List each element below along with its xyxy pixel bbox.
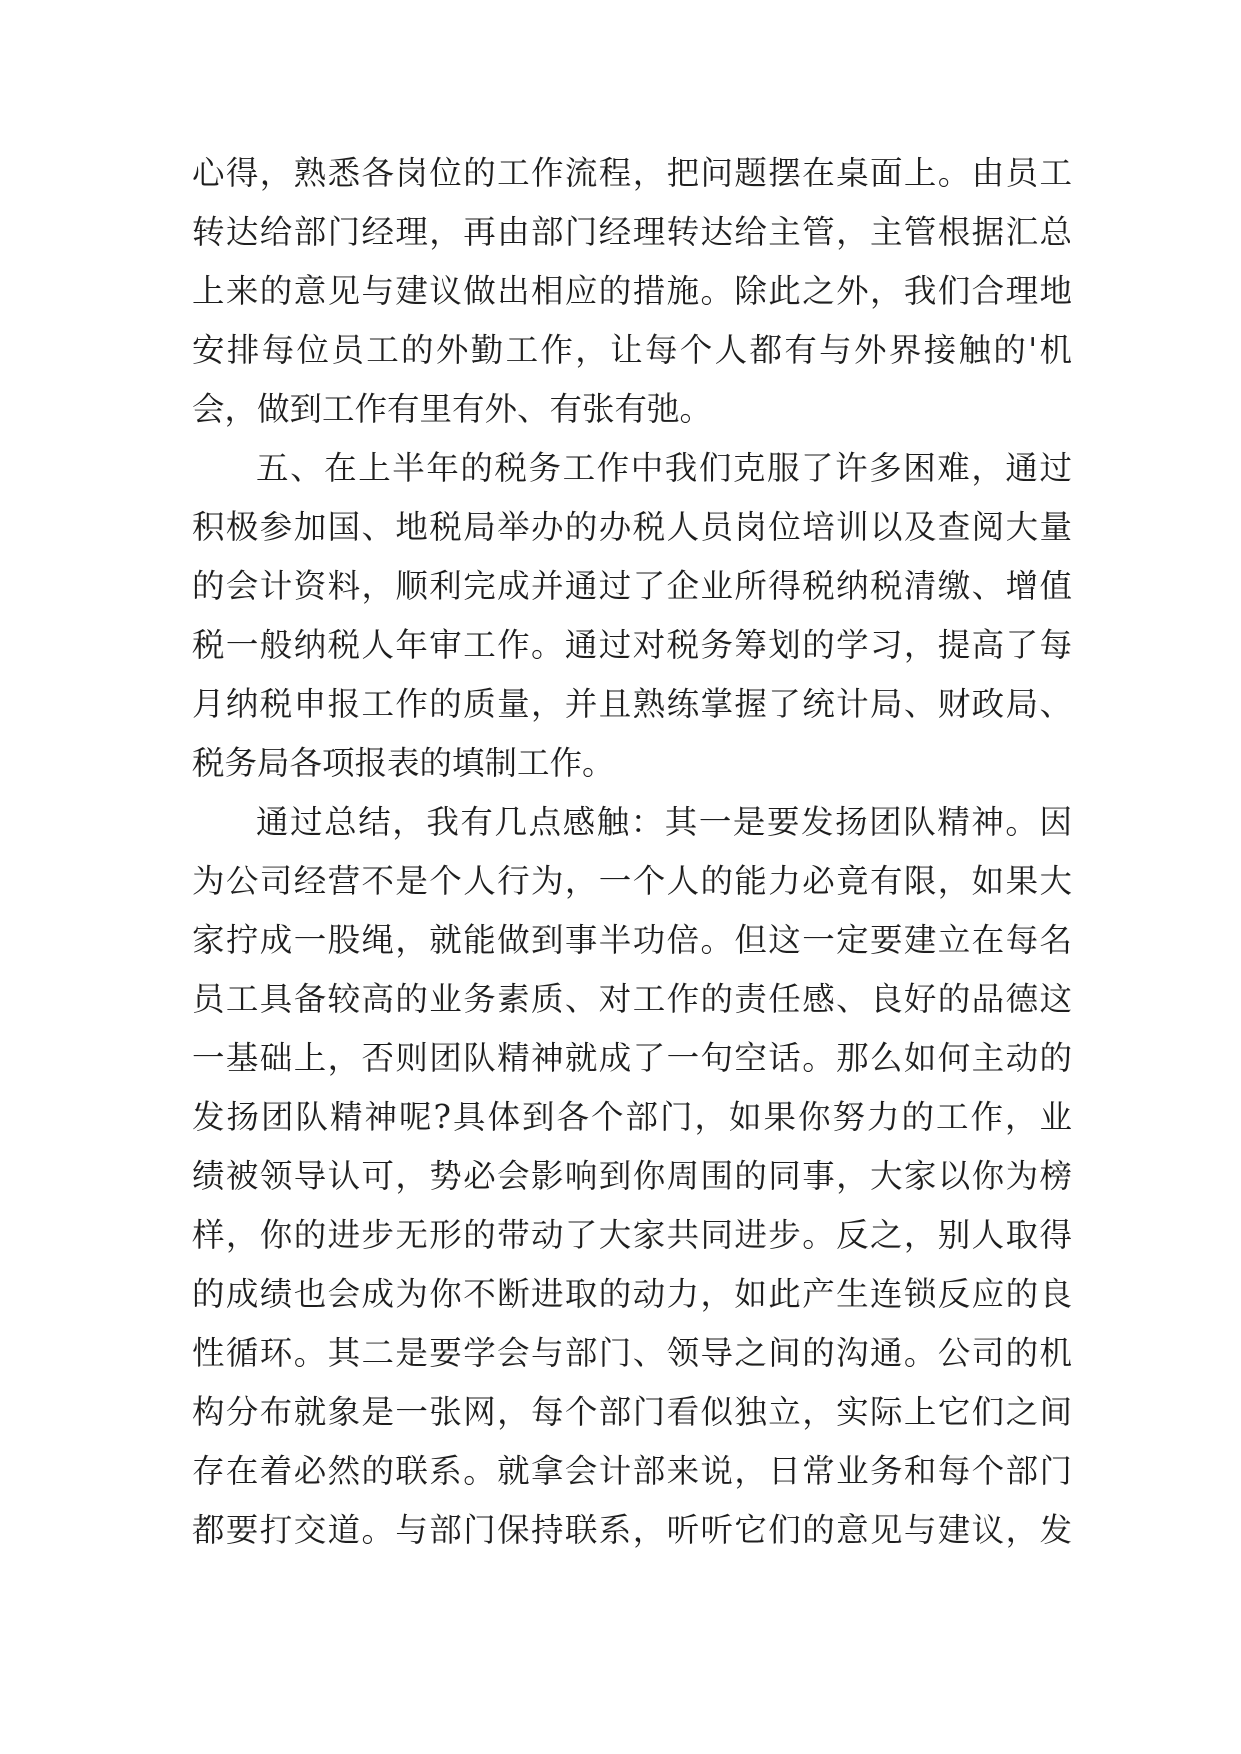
text-line: 性循环。其二是要学会与部门、领导之间的沟通。公司的机: [192, 1334, 1072, 1372]
paragraph-first-line: 五、在上半年的税务工作中我们克服了许多困难，通过: [256, 449, 1072, 487]
text-line: 会，做到工作有里有外、有张有弛。: [192, 390, 713, 428]
text-line: 月纳税申报工作的质量，并且熟练掌握了统计局、财政局、: [192, 685, 1072, 723]
text-line: 的成绩也会成为你不断进取的动力，如此产生连锁反应的良: [192, 1275, 1072, 1313]
text-line: 税务局各项报表的填制工作。: [192, 744, 615, 782]
text-line: 构分布就象是一张网，每个部门看似独立，实际上它们之间: [192, 1393, 1072, 1431]
text-line: 发扬团队精神呢?具体到各个部门，如果你努力的工作，业: [192, 1098, 1072, 1136]
text-line: 一基础上，否则团队精神就成了一句空话。那么如何主动的: [192, 1039, 1072, 1077]
text-line: 绩被领导认可，势必会影响到你周围的同事，大家以你为榜: [192, 1157, 1072, 1195]
text-line: 样，你的进步无形的带动了大家共同进步。反之，别人取得: [192, 1216, 1072, 1254]
text-line: 为公司经营不是个人行为，一个人的能力必竟有限，如果大: [192, 862, 1072, 900]
paragraph-first-line: 通过总结，我有几点感触：其一是要发扬团队精神。因: [256, 803, 1072, 841]
text-line: 心得，熟悉各岗位的工作流程，把问题摆在桌面上。由员工: [192, 154, 1072, 192]
text-line: 转达给部门经理，再由部门经理转达给主管，主管根据汇总: [192, 213, 1072, 251]
text-line: 税一般纳税人年审工作。通过对税务筹划的学习，提高了每: [192, 626, 1072, 664]
text-line: 安排每位员工的外勤工作，让每个人都有与外界接触的'机: [192, 331, 1072, 369]
text-line: 的会计资料，顺利完成并通过了企业所得税纳税清缴、增值: [192, 567, 1072, 605]
text-line: 存在着必然的联系。就拿会计部来说，日常业务和每个部门: [192, 1452, 1072, 1490]
text-line: 员工具备较高的业务素质、对工作的责任感、良好的品德这: [192, 980, 1072, 1018]
text-line: 积极参加国、地税局举办的办税人员岗位培训以及查阅大量: [192, 508, 1072, 546]
text-line: 都要打交道。与部门保持联系，听听它们的意见与建议，发: [192, 1511, 1072, 1549]
text-line: 上来的意见与建议做出相应的措施。除此之外，我们合理地: [192, 272, 1072, 310]
text-line: 家拧成一股绳，就能做到事半功倍。但这一定要建立在每名: [192, 921, 1072, 959]
